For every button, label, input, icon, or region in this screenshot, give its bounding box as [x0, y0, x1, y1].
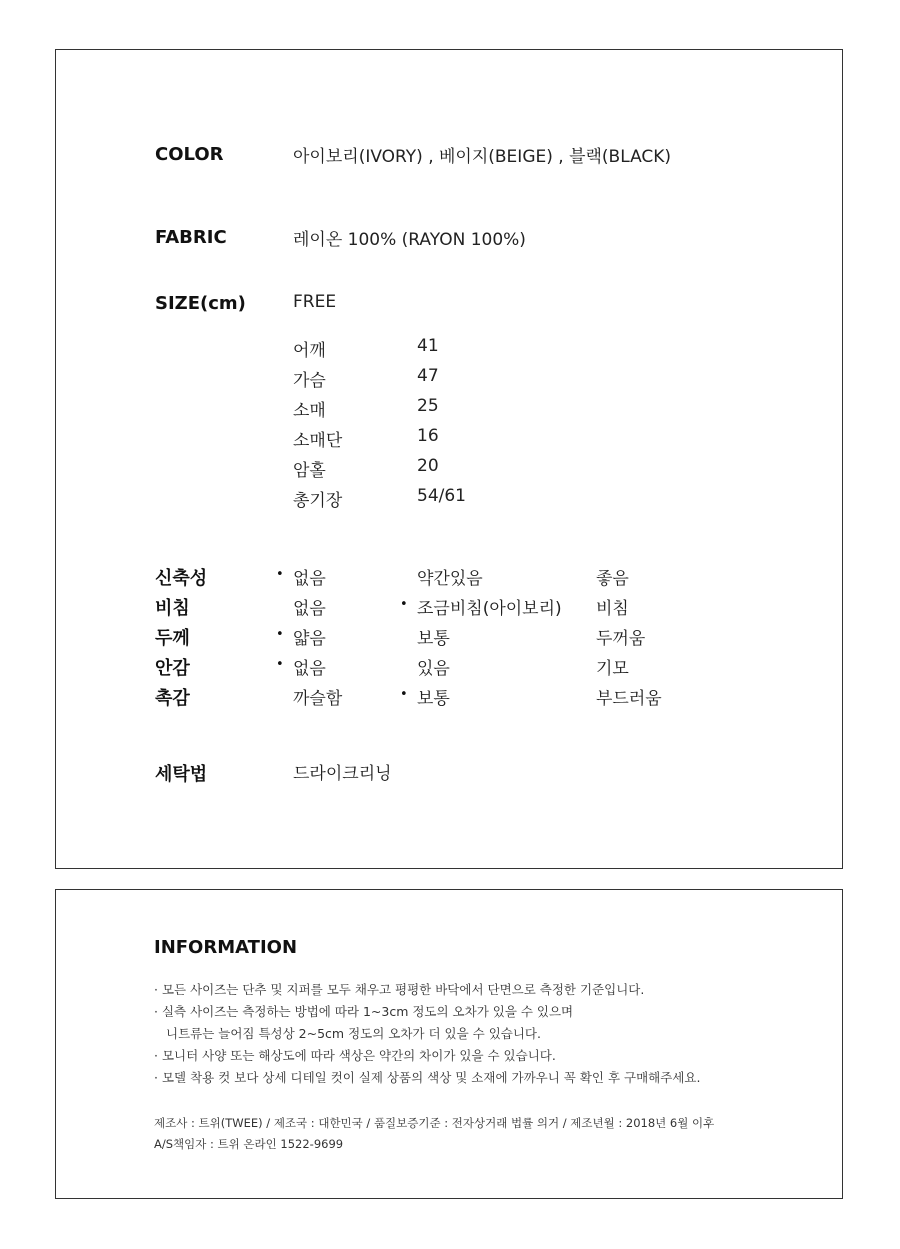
- selected-bullet-icon: •: [400, 687, 408, 702]
- property-option: 없음: [293, 569, 326, 589]
- property-label: 비침: [155, 598, 190, 619]
- size-measure-value: 16: [417, 426, 439, 446]
- size-measure-name: 소매단: [293, 431, 343, 451]
- property-label: 안감: [155, 658, 190, 679]
- property-option: 조금비침(아이보리): [417, 599, 562, 619]
- property-option: 까슬함: [293, 689, 343, 709]
- size-label: SIZE(cm): [155, 293, 246, 314]
- property-option: 두꺼움: [596, 629, 646, 649]
- size-measure-value: 25: [417, 396, 439, 416]
- property-option: 없음: [293, 659, 326, 679]
- size-measure-name: 어깨: [293, 341, 326, 361]
- property-option: 좋음: [596, 569, 629, 589]
- property-option: 있음: [417, 659, 450, 679]
- property-option: 부드러움: [596, 689, 662, 709]
- info-line: 니트류는 늘어짐 특성상 2~5cm 정도의 오차가 더 있을 수 있습니다.: [166, 1026, 541, 1041]
- color-value: 아이보리(IVORY) , 베이지(BEIGE) , 블랙(BLACK): [293, 147, 672, 167]
- manufacturer-info: 제조사 : 트위(TWEE) / 제조국 : 대한민국 / 품질보증기준 : 전자상거래 법률 의거 / 제조년월 : 2018년 6월 이후: [154, 1116, 715, 1130]
- product-details-panel: [55, 49, 843, 869]
- size-measure-name: 가슴: [293, 371, 326, 391]
- information-title: INFORMATION: [154, 937, 298, 958]
- fabric-value: 레이온 100% (RAYON 100%): [293, 230, 526, 250]
- info-line: · 모든 사이즈는 단추 및 지퍼를 모두 채우고 평평한 바닥에서 단면으로 측정한 기준입니다.: [154, 982, 645, 997]
- info-line: · 모니터 사양 또는 해상도에 따라 색상은 약간의 차이가 있을 수 있습니다.: [154, 1048, 556, 1063]
- selected-bullet-icon: •: [276, 657, 284, 672]
- property-label: 두께: [155, 628, 190, 649]
- selected-bullet-icon: •: [400, 597, 408, 612]
- property-option: 약간있음: [417, 569, 483, 589]
- selected-bullet-icon: •: [276, 627, 284, 642]
- property-label: 촉감: [155, 688, 190, 709]
- info-line: · 모델 착용 컷 보다 상세 디테일 컷이 실제 상품의 색상 및 소재에 가까우니 꼭 확인 후 구매해주세요.: [154, 1070, 701, 1085]
- selected-bullet-icon: •: [276, 567, 284, 582]
- size-measure-value: 54/61: [417, 486, 466, 506]
- size-measure-value: 47: [417, 366, 439, 386]
- info-line: · 실측 사이즈는 측정하는 방법에 따라 1~3cm 정도의 오차가 있을 수 있으며: [154, 1004, 574, 1019]
- property-option: 얇음: [293, 629, 326, 649]
- property-option: 없음: [293, 599, 326, 619]
- washing-value: 드라이크리닝: [293, 764, 392, 784]
- size-measure-value: 20: [417, 456, 439, 476]
- size-measure-value: 41: [417, 336, 439, 356]
- as-contact-info: A/S책임자 : 트위 온라인 1522-9699: [154, 1137, 344, 1151]
- property-option: 비침: [596, 599, 629, 619]
- property-option: 보통: [417, 689, 450, 709]
- property-label: 신축성: [155, 568, 208, 589]
- property-option: 기모: [596, 659, 629, 679]
- size-measure-name: 소매: [293, 401, 326, 421]
- washing-label: 세탁법: [155, 764, 208, 785]
- size-measure-name: 암홀: [293, 461, 326, 481]
- color-label: COLOR: [155, 144, 224, 165]
- fabric-label: FABRIC: [155, 227, 227, 248]
- information-panel: [55, 889, 843, 1199]
- size-value: FREE: [293, 292, 337, 312]
- property-option: 보통: [417, 629, 450, 649]
- size-measure-name: 총기장: [293, 491, 343, 511]
